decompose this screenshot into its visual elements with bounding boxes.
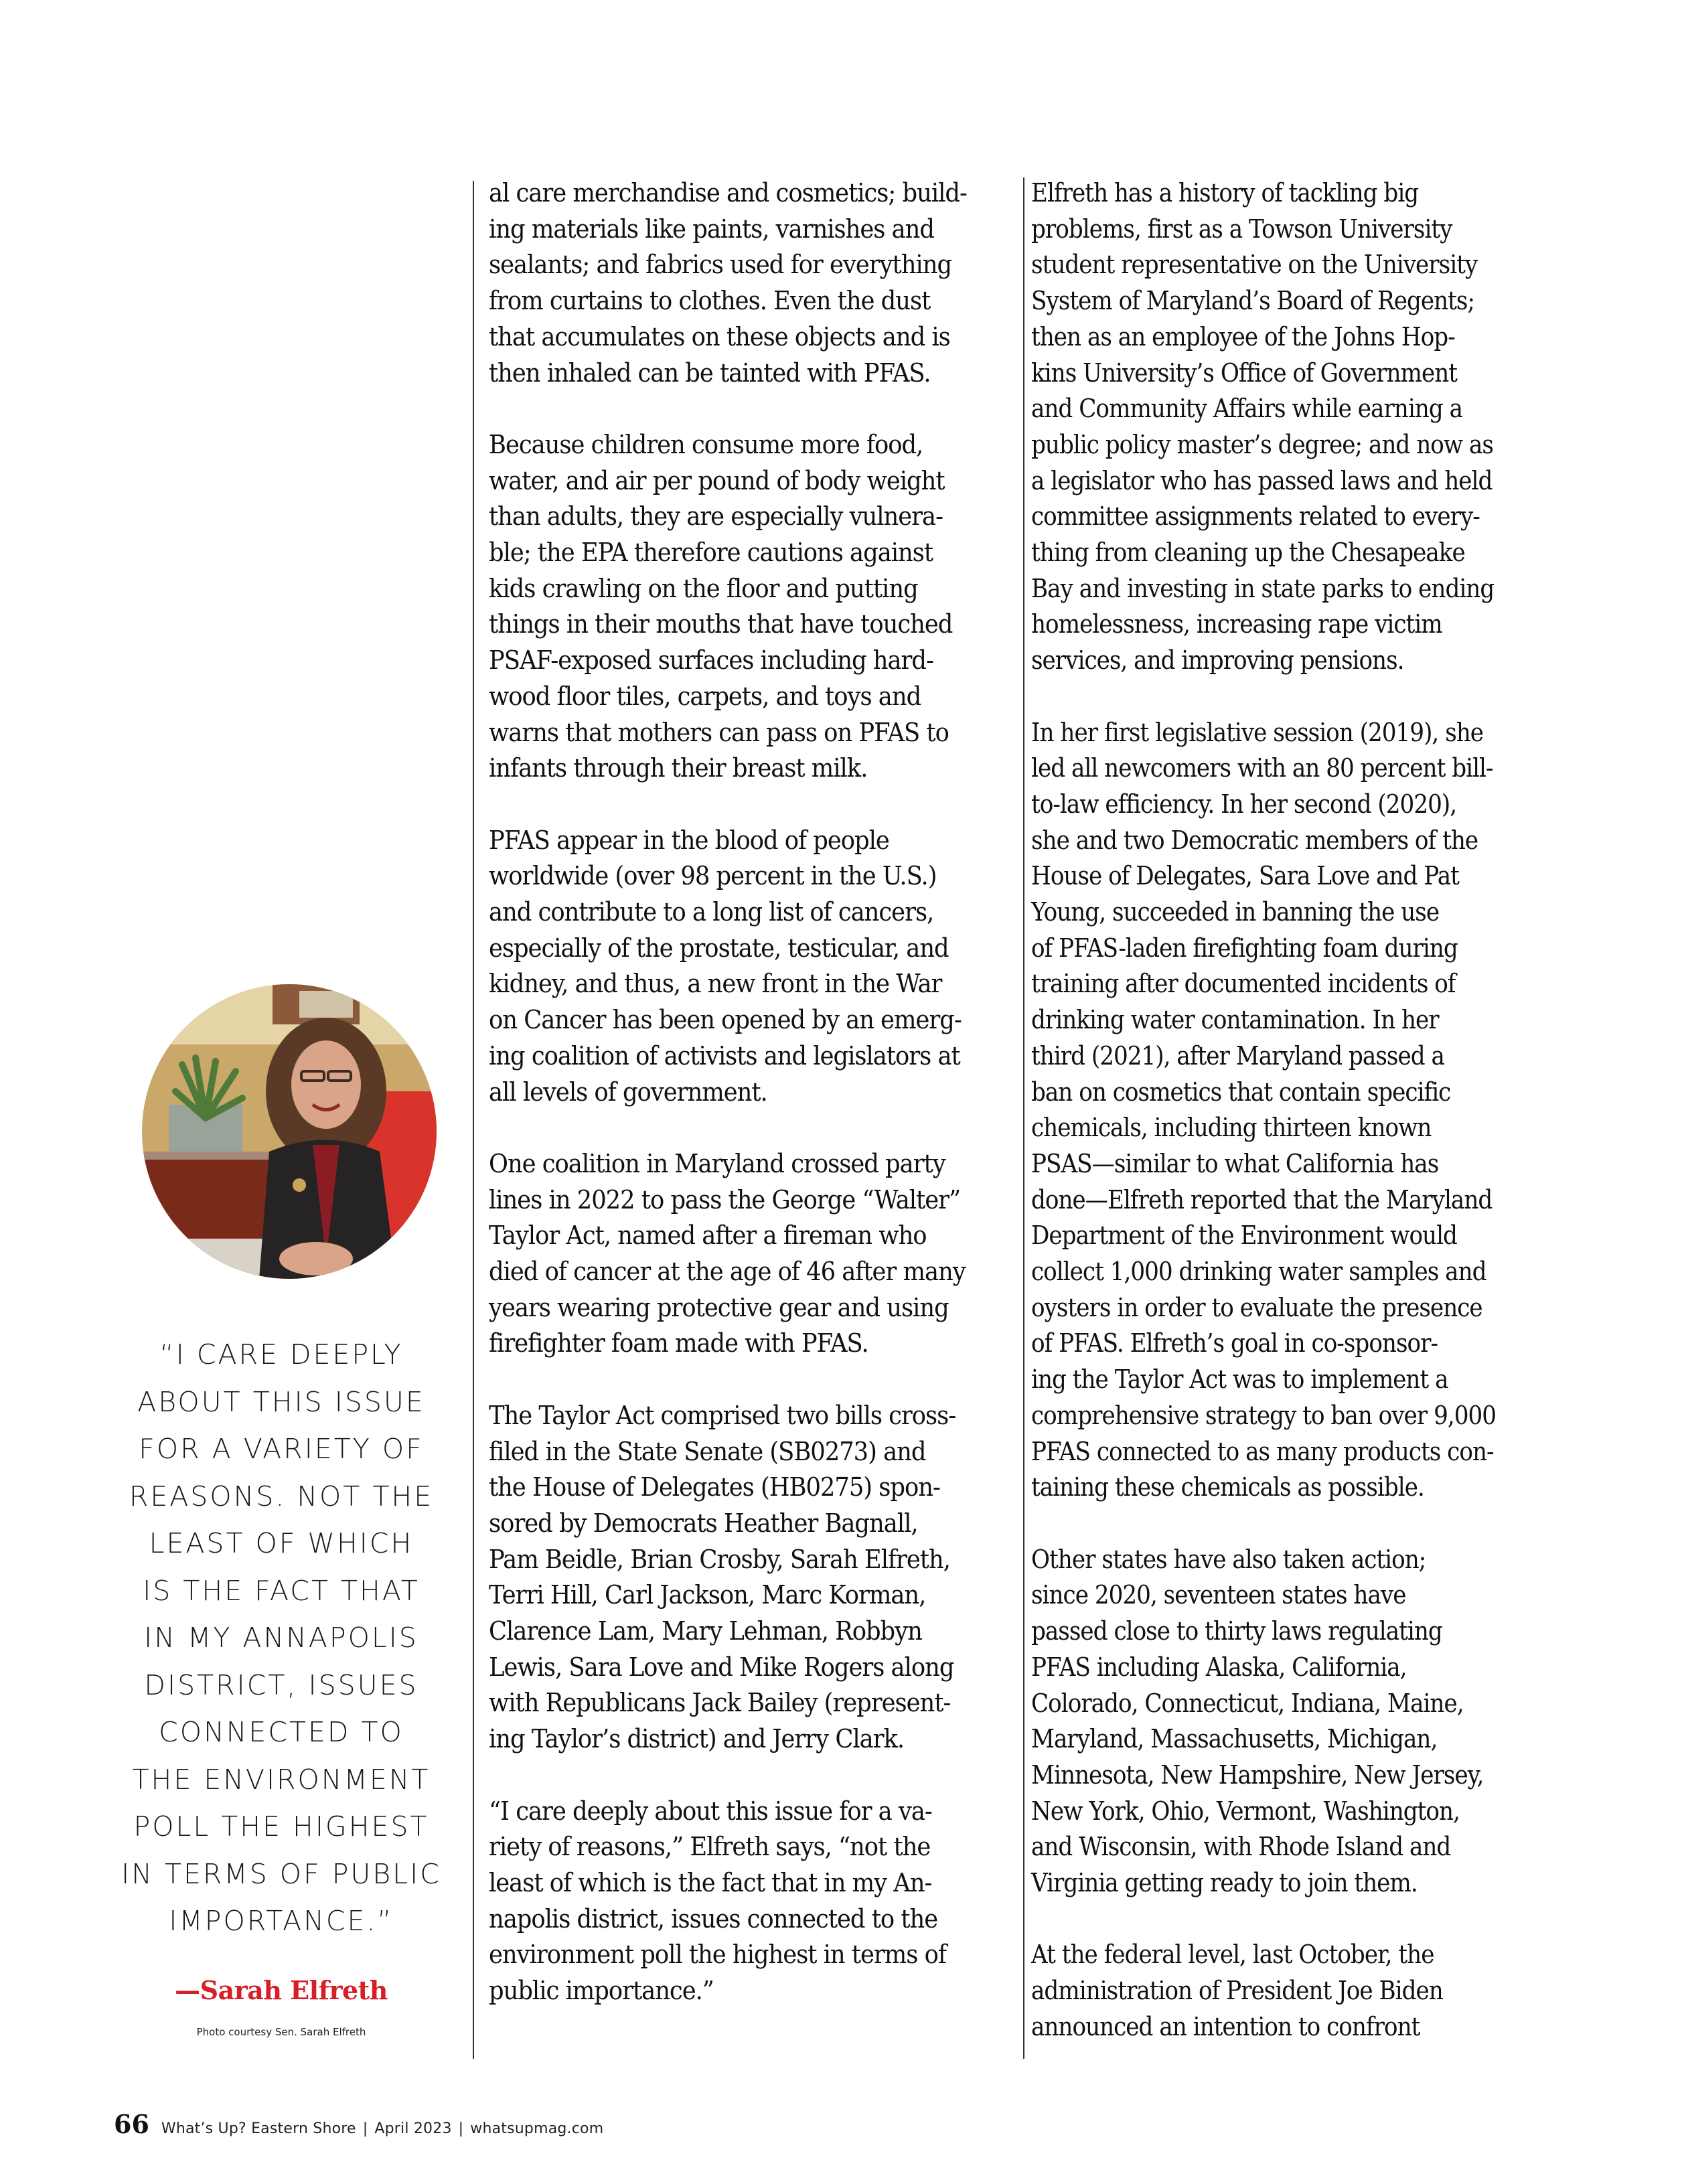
text-line: kids crawling on the floor and putting [489,573,918,603]
text-line: ing Taylor’s district) and Jerry Clark. [489,1724,905,1754]
text-line: PSAS—similar to what California has [1031,1148,1439,1178]
text-line: ing coalition of activists and legislators at [489,1040,960,1071]
text-line: least of which is the fact that in my An- [489,1867,932,1897]
text-line: “I care deeply about this issue for a va- [489,1796,932,1826]
footer-meta [161,2120,603,2137]
text-line: and contribute to a long list of cancers, [489,897,934,927]
text-line: infants through their breast milk. [489,753,868,783]
publication-name: What’s Up? Eastern Shore [161,2120,356,2137]
text-line: Colorado, Connecticut, Indiana, Maine, [1031,1688,1464,1718]
text-line: student representative on the University [1031,250,1478,280]
text-line: drinking water contamination. In her [1031,1005,1439,1035]
text-line: public policy master’s degree; and now as [1031,429,1493,459]
text-line: Virginia getting ready to join them. [1031,1868,1418,1898]
pull-quote-line: IMPORTANCE.” [169,1905,394,1937]
text-line: of PFAS. Elfreth’s goal in co-sponsor- [1031,1328,1438,1358]
issue-date: April 2023 [374,2120,452,2137]
paragraph [489,1146,1018,1362]
text-line: taining these chemicals as possible. [1031,1472,1424,1502]
text-line: since 2020, seventeen states have [1031,1580,1406,1610]
text-line: died of cancer at the age of 46 after many [489,1257,966,1287]
text-line: committee assignments related to every- [1031,501,1480,532]
text-line: System of Maryland’s Board of Regents; [1031,286,1475,316]
text-line: Pam Beidle, Brian Crosby, Sarah Elfreth, [489,1544,950,1574]
sidebar [100,0,462,2184]
text-line: than adults, they are especially vulnera- [489,501,943,532]
text-line: and Wisconsin, with Rhode Island and [1031,1832,1451,1862]
text-line: announced an intention to confront [1031,2011,1420,2041]
pull-quote-line: “I CARE DEEPLY [159,1338,403,1371]
text-line: of PFAS-laden firefighting foam during [1031,933,1458,963]
footer-separator: | [458,2120,464,2137]
text-line: napolis district, issues connected to the [489,1903,938,1934]
text-line: PFAS appear in the blood of people [489,825,889,855]
column-divider-right [1023,177,1024,2059]
quote-attribution: —Sarah Elfreth [175,1975,388,2005]
article-column-middle [489,175,1018,2045]
article-column-right [1031,175,1567,2081]
text-line: Maryland, Massachusetts, Michigan, [1031,1724,1438,1754]
paragraph [489,1398,1018,1758]
text-line: with Republicans Jack Bailey (represent- [489,1688,951,1718]
text-line: Lewis, Sara Love and Mike Rogers along [489,1652,954,1682]
text-line: kins University’s Office of Government [1031,358,1458,388]
portrait-photo [142,984,437,1279]
pull-quote-line: IS THE FACT THAT [143,1574,420,1607]
text-line: and Community Affairs while earning a [1031,394,1463,424]
pull-quote-line: FOR A VARIETY OF [139,1433,424,1465]
text-line: that accumulates on these objects and is [489,321,950,352]
pull-quote-line: IN MY ANNAPOLIS [144,1622,418,1654]
text-line: House of Delegates, Sara Love and Pat [1031,861,1459,891]
text-line: At the federal level, last October, the [1031,1940,1434,1970]
text-line: comprehensive strategy to ban over 9,000 [1031,1400,1497,1430]
text-line: sealants; and fabrics used for everything [489,250,952,280]
text-line: to-law efficiency. In her second (2020), [1031,789,1457,819]
text-line: PFAS connected to as many products con- [1031,1436,1494,1466]
text-line: administration of President Joe Biden [1031,1976,1443,2006]
text-line: Bay and investing in state parks to ending [1031,573,1495,603]
text-line: filed in the State Senate (SB0273) and [489,1436,926,1466]
text-line: training after documented incidents of [1031,969,1456,999]
text-line: ing the Taylor Act was to implement a [1031,1364,1448,1395]
paragraph [1031,175,1567,679]
text-line: years wearing protective gear and using [489,1292,949,1322]
text-line: ing materials like paints, varnishes and [489,214,934,244]
text-line: the House of Delegates (HB0275) spon- [489,1472,940,1502]
page-number: 66 [114,2109,149,2139]
pull-quote-line: REASONS. NOT THE [129,1480,434,1512]
text-line: public importance.” [489,1976,714,2006]
text-line: led all newcomers with an 80 percent bill- [1031,753,1493,783]
text-line: New York, Ohio, Vermont, Washington, [1031,1796,1460,1826]
text-line: Clarence Lam, Mary Lehman, Robbyn [489,1616,922,1646]
text-line: riety of reasons,” Elfreth says, “not the [489,1832,931,1862]
text-line: homelessness, increasing rape victim [1031,609,1442,639]
text-line: done—Elfreth reported that the Maryland [1031,1184,1493,1215]
text-line: things in their mouths that have touched [489,609,953,639]
text-line: Minnesota, New Hampshire, New Jersey, [1031,1760,1484,1790]
text-line: al care merchandise and cosmetics; build- [489,178,967,208]
pull-quote [100,1331,462,1945]
text-line: Department of the Environment would [1031,1221,1457,1251]
pull-quote-line: POLL THE HIGHEST [133,1810,429,1843]
website-link[interactable]: whatsupmag.com [470,2120,604,2137]
paragraph-quote [489,1794,1018,2009]
paragraph [489,427,1018,787]
paragraph [489,823,1018,1111]
pull-quote-line: THE ENVIRONMENT [132,1763,431,1796]
paragraph [489,175,1018,391]
text-line: then as an employee of the Johns Hop- [1031,321,1455,352]
footer-separator: | [362,2120,368,2137]
text-line: worldwide (over 98 percent in the U.S.) [489,861,937,891]
text-line: ble; the EPA therefore cautions against [489,538,933,568]
pull-quote-line: ABOUT THIS ISSUE [137,1385,425,1418]
text-line: water, and air per pound of body weight [489,465,945,495]
text-line: Because children consume more food, [489,429,923,459]
text-line: PSAF-exposed surfaces including hard- [489,645,933,676]
text-line: Taylor Act, named after a fireman who [489,1221,927,1251]
text-line: third (2021), after Maryland passed a [1031,1040,1444,1071]
photo-caption: Photo courtesy Sen. Sarah Elfreth [196,2026,366,2038]
text-line: passed close to thirty laws regulating [1031,1616,1442,1646]
text-line: sored by Democrats Heather Bagnall, [489,1508,918,1538]
paragraph [1031,1542,1567,1901]
text-line: wood floor tiles, carpets, and toys and [489,681,921,711]
text-line: from curtains to clothes. Even the dust [489,286,931,316]
pull-quote-line: DISTRICT, ISSUES [144,1668,418,1701]
text-line: especially of the prostate, testicular, and [489,933,949,963]
text-line: The Taylor Act comprised two bills cross- [489,1400,956,1430]
text-line: lines in 2022 to pass the George “Walter” [489,1184,961,1215]
text-line: then inhaled can be tainted with PFAS. [489,358,931,388]
text-line: services, and improving pensions. [1031,645,1404,676]
text-line: Elfreth has a history of tackling big [1031,178,1419,208]
text-line: PFAS including Alaska, California, [1031,1652,1407,1682]
text-line: she and two Democratic members of the [1031,825,1478,855]
pull-quote-line: CONNECTED TO [159,1716,404,1748]
text-line: kidney, and thus, a new front in the War [489,969,942,999]
text-line: all levels of government. [489,1077,767,1107]
pull-quote-line: LEAST OF WHICH [149,1527,414,1559]
text-line: chemicals, including thirteen known [1031,1113,1432,1143]
text-line: In her first legislative session (2019), she [1031,717,1484,747]
paragraph [1031,715,1567,1506]
column-divider-left [473,181,474,2059]
text-line: One coalition in Maryland crossed party [489,1148,945,1178]
text-line: a legislator who has passed laws and held [1031,465,1493,495]
text-line: ban on cosmetics that contain specific [1031,1077,1451,1107]
text-line: oysters in order to evaluate the presence [1031,1292,1482,1322]
pull-quote-line: IN TERMS OF PUBLIC [121,1857,441,1890]
text-line: Terri Hill, Carl Jackson, Marc Korman, [489,1580,926,1610]
portrait-image [142,984,437,1279]
text-line: Young, succeeded in banning the use [1031,897,1440,927]
text-line: firefighter foam made with PFAS. [489,1328,868,1358]
text-line: on Cancer has been opened by an emerg- [489,1005,962,1035]
text-line: environment poll the highest in terms of [489,1940,946,1970]
text-line: collect 1,000 drinking water samples and [1031,1257,1486,1287]
paragraph [1031,1937,1567,2045]
text-line: problems, first as a Towson University [1031,214,1452,244]
text-line: thing from cleaning up the Chesapeake [1031,538,1465,568]
text-line: warns that mothers can pass on PFAS to [489,717,949,747]
page-footer [114,2109,603,2142]
text-line: Other states have also taken action; [1031,1544,1426,1574]
